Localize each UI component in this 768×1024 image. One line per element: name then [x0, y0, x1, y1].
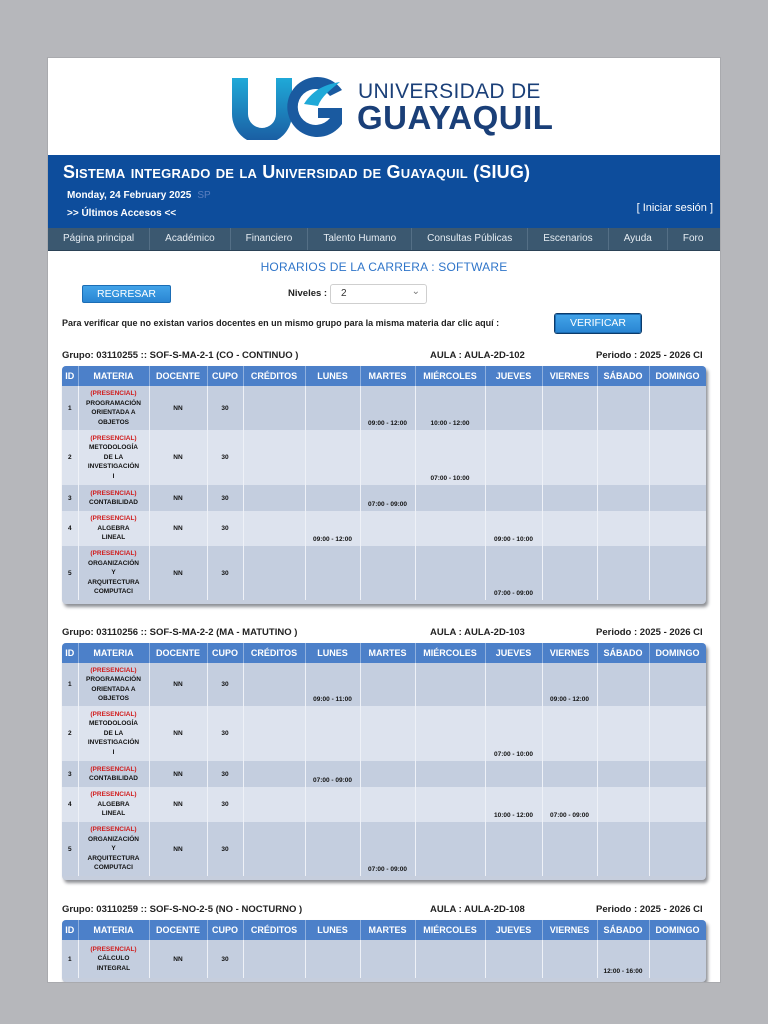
- column-header: LUNES: [305, 643, 360, 663]
- materia-line: INVESTIGACIÓN: [87, 463, 140, 471]
- creditos-cell: [243, 787, 305, 822]
- nav-item[interactable]: Foro: [667, 228, 719, 250]
- column-header: LUNES: [305, 920, 360, 940]
- row-id: 1: [62, 386, 78, 430]
- column-header: JUEVES: [485, 643, 542, 663]
- schedule-group: [62, 627, 706, 880]
- schedule-group: [62, 350, 706, 604]
- verificar-button[interactable]: VERIFICAR: [555, 314, 641, 333]
- docente-cell: NN: [149, 940, 207, 978]
- creditos-cell: [243, 940, 305, 978]
- materia-cell: [78, 663, 149, 706]
- date-text: Monday, 24 February 2025: [67, 190, 192, 201]
- martes-cell: [360, 787, 415, 822]
- martes-cell: [360, 761, 415, 787]
- schedule-table: [62, 643, 706, 876]
- jueves-cell: [485, 822, 542, 876]
- verify-instructions: Para verificar que no existan varios docentes en un mismo grupo para la misma materia dar clic aquí :: [62, 318, 500, 328]
- materia-cell: [78, 430, 149, 485]
- column-header: DOMINGO: [649, 643, 706, 663]
- viernes-cell: 09:00 - 12:00: [542, 663, 597, 706]
- sabado-cell: [597, 511, 649, 546]
- column-header: MIÉRCOLES: [415, 643, 485, 663]
- docente-cell: NN: [149, 511, 207, 546]
- lunes-cell: 07:00 - 09:00: [305, 761, 360, 787]
- domingo-cell: [649, 787, 706, 822]
- jueves-cell: [485, 386, 542, 430]
- row-id: 1: [62, 940, 78, 978]
- table-row: [62, 485, 706, 511]
- table-header-row: [62, 643, 706, 663]
- schedule-group: [62, 904, 706, 982]
- column-header: MATERIA: [78, 366, 149, 386]
- cupo-cell: 30: [207, 706, 243, 761]
- column-header: MATERIA: [78, 643, 149, 663]
- modalidad-label: (PRESENCIAL): [90, 765, 137, 773]
- viernes-cell: [542, 940, 597, 978]
- column-header: JUEVES: [485, 366, 542, 386]
- sabado-cell: [597, 386, 649, 430]
- materia-line: I: [112, 472, 115, 480]
- martes-cell: [360, 546, 415, 600]
- domingo-cell: [649, 761, 706, 787]
- row-id: 2: [62, 706, 78, 761]
- column-header: DOMINGO: [649, 366, 706, 386]
- row-id: 2: [62, 430, 78, 485]
- row-id: 5: [62, 546, 78, 600]
- viernes-cell: [542, 546, 597, 600]
- modalidad-label: (PRESENCIAL): [90, 826, 137, 834]
- miercoles-cell: [415, 511, 485, 546]
- martes-cell: 07:00 - 09:00: [360, 822, 415, 876]
- column-header: VIERNES: [542, 643, 597, 663]
- materia-line: ORIENTADA A: [91, 409, 136, 416]
- lunes-cell: [305, 485, 360, 511]
- group-info: [62, 350, 706, 364]
- modalidad-label: (PRESENCIAL): [90, 550, 137, 558]
- system-title: Sistema integrado de la Universidad de Guayaquil (SIUG): [63, 162, 531, 182]
- jueves-cell: 09:00 - 10:00: [485, 511, 542, 546]
- viernes-cell: [542, 430, 597, 485]
- creditos-cell: [243, 546, 305, 600]
- creditos-cell: [243, 706, 305, 761]
- niveles-value: 2: [341, 288, 347, 299]
- materia-line: ALGEBRA: [97, 524, 130, 532]
- lunes-cell: 09:00 - 12:00: [305, 511, 360, 546]
- materia-line: ORIENTADA A: [91, 685, 136, 693]
- martes-cell: [360, 706, 415, 761]
- jueves-cell: 07:00 - 09:00: [485, 546, 542, 600]
- row-id: 4: [62, 511, 78, 546]
- creditos-cell: [243, 663, 305, 706]
- cupo-cell: 30: [207, 663, 243, 706]
- docente-cell: NN: [149, 706, 207, 761]
- creditos-cell: [243, 822, 305, 876]
- cupo-cell: 30: [207, 386, 243, 430]
- group-periodo: Periodo : 2025 - 2026 CI: [596, 904, 703, 915]
- column-header: MARTES: [360, 643, 415, 663]
- group-aula: AULA : AULA-2D-108: [430, 904, 525, 915]
- materia-line: LINEAL: [101, 534, 126, 542]
- schedule-table-wrap: [62, 643, 706, 880]
- column-header: CRÉDITOS: [243, 643, 305, 663]
- sabado-cell: [597, 787, 649, 822]
- nav-item[interactable]: Talento Humano: [307, 228, 411, 250]
- modalidad-label: (PRESENCIAL): [90, 434, 137, 442]
- jueves-cell: [485, 485, 542, 511]
- viernes-cell: [542, 485, 597, 511]
- row-id: 1: [62, 663, 78, 706]
- materia-line: CONTABILIDAD: [89, 775, 138, 782]
- system-banner: [48, 155, 720, 228]
- jueves-cell: [485, 430, 542, 485]
- page-heading: HORARIOS DE LA CARRERA : SOFTWARE: [260, 260, 508, 274]
- lunes-cell: [305, 940, 360, 978]
- materia-line: CONTABILIDAD: [89, 499, 138, 506]
- materia-cell: [78, 386, 149, 430]
- table-row: [62, 787, 706, 822]
- group-name: Grupo: 03110256 :: SOF-S-MA-2-2 (MA - MATUTINO ): [62, 627, 298, 638]
- row-id: 4: [62, 787, 78, 822]
- column-header: MATERIA: [78, 920, 149, 940]
- lunes-cell: [305, 546, 360, 600]
- group-periodo: Periodo : 2025 - 2026 CI: [596, 627, 703, 638]
- group-info: [62, 904, 706, 918]
- jueves-cell: 07:00 - 10:00: [485, 706, 542, 761]
- cupo-cell: 30: [207, 430, 243, 485]
- creditos-cell: [243, 511, 305, 546]
- cupo-cell: 30: [207, 511, 243, 546]
- viernes-cell: [542, 511, 597, 546]
- chevron-down-icon: ⌄: [411, 286, 420, 297]
- niveles-label: Niveles :: [288, 288, 328, 299]
- column-header: JUEVES: [485, 920, 542, 940]
- group-name: Grupo: 03110255 :: SOF-S-MA-2-1 (CO - CONTINUO ): [62, 350, 299, 361]
- domingo-cell: [649, 822, 706, 876]
- logo-text-line1: UNIVERSIDAD DE: [358, 80, 541, 103]
- schedule-table: [62, 366, 706, 600]
- materia-line: DE LA: [103, 729, 124, 737]
- group-aula: AULA : AULA-2D-102: [430, 350, 525, 361]
- viernes-cell: [542, 822, 597, 876]
- modalidad-label: (PRESENCIAL): [90, 710, 137, 718]
- nav-item[interactable]: Consultas Públicas: [411, 228, 527, 250]
- modalidad-label: (PRESENCIAL): [90, 489, 137, 497]
- sabado-cell: 12:00 - 16:00: [597, 940, 649, 978]
- domingo-cell: [649, 386, 706, 430]
- materia-line: Y: [111, 845, 116, 853]
- nav-item[interactable]: Académico: [149, 228, 229, 250]
- main-nav: [48, 228, 720, 251]
- column-header: VIERNES: [542, 920, 597, 940]
- materia-line: PROGRAMACIÓN: [86, 676, 141, 683]
- column-header: CRÉDITOS: [243, 366, 305, 386]
- logo-header: [48, 58, 720, 155]
- materia-cell: [78, 761, 149, 787]
- cupo-cell: 30: [207, 761, 243, 787]
- materia-cell: [78, 511, 149, 546]
- column-header: ID: [62, 920, 78, 940]
- lunes-cell: [305, 706, 360, 761]
- column-header: CRÉDITOS: [243, 920, 305, 940]
- column-header: MIÉRCOLES: [415, 366, 485, 386]
- materia-line: LINEAL: [101, 810, 126, 818]
- table-header-row: [62, 366, 706, 386]
- regresar-button[interactable]: REGRESAR: [82, 285, 171, 303]
- miercoles-cell: [415, 546, 485, 600]
- domingo-cell: [649, 430, 706, 485]
- column-header: DOMINGO: [649, 920, 706, 940]
- docente-cell: NN: [149, 663, 207, 706]
- table-row: [62, 386, 706, 430]
- table-row: [62, 546, 706, 600]
- cupo-cell: 30: [207, 485, 243, 511]
- martes-cell: [360, 430, 415, 485]
- sabado-cell: [597, 430, 649, 485]
- column-header: VIERNES: [542, 366, 597, 386]
- column-header: CUPO: [207, 366, 243, 386]
- last-access-link[interactable]: >> Últimos Accesos <<: [67, 208, 177, 219]
- row-id: 3: [62, 485, 78, 511]
- column-header: SÁBADO: [597, 366, 649, 386]
- miercoles-cell: [415, 787, 485, 822]
- lunes-cell: [305, 822, 360, 876]
- table-row: [62, 430, 706, 485]
- schedule-table-wrap: [62, 920, 706, 982]
- miercoles-cell: [415, 663, 485, 706]
- martes-cell: [360, 511, 415, 546]
- column-header: DOCENTE: [149, 920, 207, 940]
- nav-item[interactable]: Financiero: [230, 228, 308, 250]
- column-header: MIÉRCOLES: [415, 920, 485, 940]
- sabado-cell: [597, 706, 649, 761]
- page-sheet: [48, 58, 720, 982]
- modalidad-label: (PRESENCIAL): [90, 515, 137, 523]
- column-header: LUNES: [305, 366, 360, 386]
- table-header-row: [62, 920, 706, 940]
- materia-line: Y: [111, 569, 116, 577]
- column-header: MARTES: [360, 920, 415, 940]
- niveles-select[interactable]: [330, 284, 427, 304]
- group-aula: AULA : AULA-2D-103: [430, 627, 525, 638]
- nav-item[interactable]: Escenarios: [527, 228, 607, 250]
- miercoles-cell: [415, 706, 485, 761]
- jueves-cell: [485, 663, 542, 706]
- docente-cell: NN: [149, 761, 207, 787]
- row-id: 5: [62, 822, 78, 876]
- materia-line: ORGANIZACIÓN: [88, 559, 139, 567]
- sabado-cell: [597, 546, 649, 600]
- materia-line: METODOLOGÍA: [89, 444, 138, 452]
- materia-line: METODOLOGÍA: [89, 720, 138, 728]
- schedule-table: [62, 920, 706, 978]
- date-suffix: SP: [197, 190, 211, 201]
- materia-line: OBJETOS: [98, 418, 129, 426]
- materia-line: CÁLCULO: [97, 955, 130, 963]
- miercoles-cell: [415, 940, 485, 978]
- table-row: [62, 940, 706, 978]
- modalidad-label: (PRESENCIAL): [90, 390, 137, 397]
- modalidad-label: (PRESENCIAL): [90, 945, 137, 953]
- docente-cell: NN: [149, 485, 207, 511]
- miercoles-cell: 07:00 - 10:00: [415, 430, 485, 485]
- logo-text-line2: GUAYAQUIL: [357, 99, 554, 136]
- table-row: [62, 511, 706, 546]
- materia-line: INVESTIGACIÓN: [87, 739, 140, 747]
- nav-item[interactable]: Página principal: [63, 233, 135, 244]
- miercoles-cell: [415, 485, 485, 511]
- column-header: MARTES: [360, 366, 415, 386]
- domingo-cell: [649, 485, 706, 511]
- jueves-cell: 10:00 - 12:00: [485, 787, 542, 822]
- sabado-cell: [597, 761, 649, 787]
- table-row: [62, 761, 706, 787]
- martes-cell: [360, 663, 415, 706]
- viernes-cell: [542, 761, 597, 787]
- row-id: 3: [62, 761, 78, 787]
- group-periodo: Periodo : 2025 - 2026 CI: [596, 350, 703, 361]
- materia-line: COMPUTACI: [94, 864, 133, 872]
- martes-cell: [360, 940, 415, 978]
- creditos-cell: [243, 430, 305, 485]
- university-logo-icon: [230, 74, 350, 140]
- domingo-cell: [649, 511, 706, 546]
- sabado-cell: [597, 663, 649, 706]
- domingo-cell: [649, 663, 706, 706]
- creditos-cell: [243, 485, 305, 511]
- column-header: DOCENTE: [149, 643, 207, 663]
- materia-cell: [78, 706, 149, 761]
- column-header: SÁBADO: [597, 643, 649, 663]
- table-row: [62, 706, 706, 761]
- login-link[interactable]: [ Iniciar sesión ]: [636, 202, 713, 214]
- materia-line: COMPUTACI: [94, 588, 133, 596]
- table-row: [62, 663, 706, 706]
- lunes-cell: [305, 430, 360, 485]
- docente-cell: NN: [149, 430, 207, 485]
- domingo-cell: [649, 546, 706, 600]
- sabado-cell: [597, 485, 649, 511]
- lunes-cell: [305, 787, 360, 822]
- materia-cell: [78, 940, 149, 978]
- current-date: [67, 190, 211, 201]
- docente-cell: NN: [149, 386, 207, 430]
- miercoles-cell: 10:00 - 12:00: [415, 386, 485, 430]
- materia-line: DE LA: [103, 453, 124, 461]
- materia-line: ALGEBRA: [97, 800, 130, 808]
- jueves-cell: [485, 761, 542, 787]
- martes-cell: 09:00 - 12:00: [360, 386, 415, 430]
- modalidad-label: (PRESENCIAL): [90, 666, 137, 674]
- column-header: CUPO: [207, 643, 243, 663]
- domingo-cell: [649, 940, 706, 978]
- modalidad-label: (PRESENCIAL): [90, 791, 137, 799]
- table-row: [62, 822, 706, 876]
- viernes-cell: [542, 706, 597, 761]
- materia-line: INTEGRAL: [96, 964, 131, 972]
- materia-line: ORGANIZACIÓN: [88, 835, 139, 843]
- materia-line: ARQUITECTURA: [87, 854, 140, 862]
- nav-item[interactable]: Ayuda: [608, 228, 667, 250]
- group-name: Grupo: 03110259 :: SOF-S-NO-2-5 (NO - NOCTURNO ): [62, 904, 303, 915]
- docente-cell: NN: [149, 546, 207, 600]
- lunes-cell: 09:00 - 11:00: [305, 663, 360, 706]
- materia-line: PROGRAMACIÓN: [86, 399, 141, 407]
- miercoles-cell: [415, 822, 485, 876]
- column-header: ID: [62, 366, 78, 386]
- cupo-cell: 30: [207, 546, 243, 600]
- docente-cell: NN: [149, 822, 207, 876]
- materia-cell: [78, 822, 149, 876]
- column-header: SÁBADO: [597, 920, 649, 940]
- lunes-cell: [305, 386, 360, 430]
- cupo-cell: 30: [207, 822, 243, 876]
- miercoles-cell: [415, 761, 485, 787]
- materia-cell: [78, 787, 149, 822]
- domingo-cell: [649, 706, 706, 761]
- group-info: [62, 627, 706, 641]
- martes-cell: 07:00 - 09:00: [360, 485, 415, 511]
- cupo-cell: 30: [207, 940, 243, 978]
- viernes-cell: 07:00 - 09:00: [542, 787, 597, 822]
- materia-cell: [78, 546, 149, 600]
- materia-cell: [78, 485, 149, 511]
- creditos-cell: [243, 386, 305, 430]
- column-header: CUPO: [207, 920, 243, 940]
- creditos-cell: [243, 761, 305, 787]
- viernes-cell: [542, 386, 597, 430]
- materia-line: ARQUITECTURA: [87, 578, 140, 586]
- jueves-cell: [485, 940, 542, 978]
- materia-line: I: [112, 748, 115, 756]
- materia-line: OBJETOS: [98, 695, 129, 702]
- schedule-table-wrap: [62, 366, 706, 604]
- docente-cell: NN: [149, 787, 207, 822]
- cupo-cell: 30: [207, 787, 243, 822]
- column-header: DOCENTE: [149, 366, 207, 386]
- sabado-cell: [597, 822, 649, 876]
- column-header: ID: [62, 643, 78, 663]
